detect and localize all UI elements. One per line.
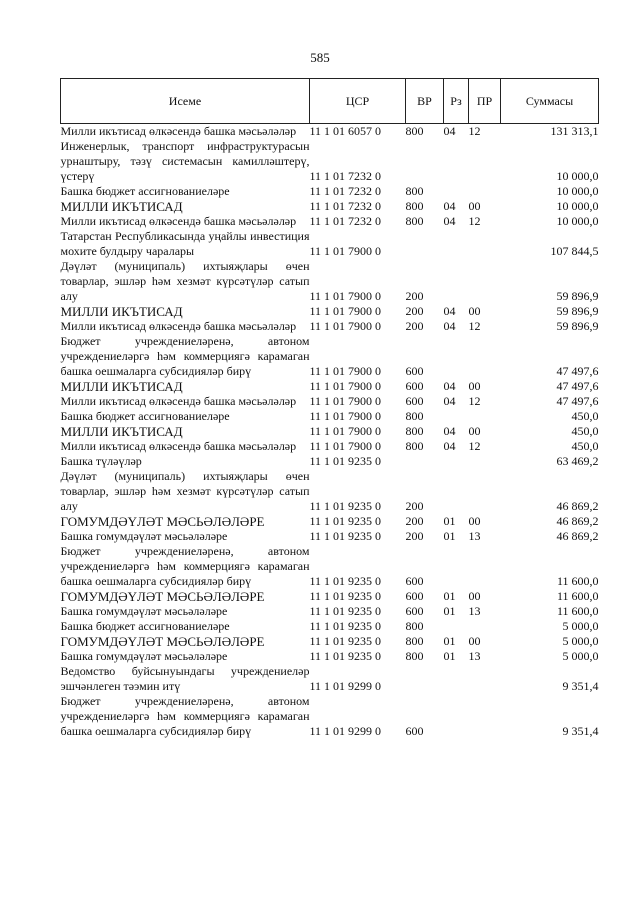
cell-name [61,319,310,334]
cell-name [61,439,310,454]
cell-vr: 800 [405,439,424,453]
item-name: Башка түләүләр [60,454,142,468]
cell-name [61,394,310,409]
table-row [61,589,599,604]
table-row [61,409,599,424]
cell-pr: 12 [468,439,481,453]
cell-code: 11 1 01 9235 0 [309,649,382,663]
page-number: 585 [310,50,330,65]
budget-table [60,78,599,739]
cell-rz: 04 [443,439,456,453]
cell-code: 11 1 01 9299 0 [309,679,382,693]
cell-rz: 04 [443,199,456,213]
item-name: Милли икътисад өлкәсендә башка мәсьәләләр [60,394,297,408]
item-name: МИЛЛИ ИКЪТИСАД [60,379,183,394]
item-name: Дәүләт (муниципаль) ихтыяҗлары өчен товарлар, эшләр һәм хезмәт күрсәтүләр сатып алу [60,259,310,303]
cell-code: 11 1 01 7900 0 [309,319,382,333]
cell-code: 11 1 01 9235 0 [309,514,382,528]
cell-sum: 11 600,0 [556,589,599,603]
cell-vr: 800 [405,199,424,213]
cell-name [61,529,310,544]
cell-sum: 59 896,9 [556,319,599,333]
cell-rz [444,544,469,589]
table-header-row [61,79,599,124]
table-row [61,259,599,304]
cell-pr [469,259,501,304]
item-name: МИЛЛИ ИКЪТИСАД [60,424,183,439]
cell-pr: 12 [468,214,481,228]
cell-vr: 200 [405,319,424,333]
table-row [61,514,599,529]
table-row [61,184,599,199]
cell-name [61,649,310,664]
table-row [61,214,599,229]
cell-name [61,514,310,529]
cell-pr [469,664,501,694]
cell-rz [444,184,469,199]
cell-name [61,334,310,379]
cell-name [61,604,310,619]
item-name: Башка гомумдәүләт мәсьәләләре [60,604,228,618]
item-name: Бюджет учреждениеләренә, автоном учреждениеләргә һәм коммерциягә карамаган башка оешмаларга субсидияләр бирү [60,544,310,588]
table-row [61,619,599,634]
cell-vr: 600 [405,724,424,738]
cell-code: 11 1 01 7900 0 [309,424,382,438]
table-row [61,334,599,379]
cell-rz: 01 [443,529,456,543]
cell-name [61,409,310,424]
item-name: Милли икътисад өлкәсендә башка мәсьәләләр [60,124,297,138]
cell-pr [469,454,501,469]
cell-sum: 47 497,6 [556,394,599,408]
cell-vr: 800 [405,649,424,663]
cell-name [61,259,310,304]
cell-pr: 00 [468,304,481,318]
cell-name [61,634,310,649]
cell-code: 11 1 01 7900 0 [309,364,382,378]
cell-rz [444,139,469,184]
item-name: Дәүләт (муниципаль) ихтыяҗлары өчен товарлар, эшләр һәм хезмәт күрсәтүләр сатып алу [60,469,310,513]
cell-sum: 46 869,2 [556,529,599,543]
cell-vr: 800 [405,634,424,648]
cell-sum: 5 000,0 [562,649,599,663]
cell-code: 11 1 01 7232 0 [309,169,382,183]
cell-name [61,589,310,604]
cell-vr: 600 [405,379,424,393]
item-name: ГОМУМДӘҮЛӘТ МӘСЬӘЛӘЛӘРЕ [60,514,265,529]
table-row [61,454,599,469]
cell-name [61,229,310,259]
cell-rz [444,334,469,379]
cell-rz: 04 [443,304,456,318]
cell-pr: 00 [468,514,481,528]
cell-rz [444,259,469,304]
cell-vr: 200 [405,304,424,318]
header-pr: ПР [469,79,501,124]
cell-pr: 13 [468,649,481,663]
table-row [61,304,599,319]
cell-sum: 5 000,0 [562,619,599,633]
cell-code: 11 1 01 9235 0 [309,454,382,468]
cell-rz [444,409,469,424]
cell-vr: 600 [405,574,424,588]
cell-pr [469,694,501,739]
cell-sum: 11 600,0 [556,574,599,588]
cell-rz: 01 [443,589,456,603]
cell-pr [469,139,501,184]
cell-vr: 600 [405,604,424,618]
cell-sum: 5 000,0 [562,634,599,648]
cell-rz [444,664,469,694]
item-name: Башка гомумдәүләт мәсьәләләре [60,529,228,543]
header-vr: ВР [406,79,444,124]
cell-sum: 63 469,2 [556,454,599,468]
table-row [61,604,599,619]
table-row [61,544,599,589]
cell-pr [469,619,501,634]
cell-vr: 800 [405,184,424,198]
cell-vr: 800 [405,619,424,633]
cell-rz: 01 [443,604,456,618]
table-row [61,469,599,514]
item-name: Инженерлык, транспорт инфраструктурасын урнаштыру, тәзү системасын камилләштерү, үстерү [60,139,310,183]
cell-sum: 47 497,6 [556,364,599,378]
cell-pr: 13 [468,529,481,543]
cell-vr: 600 [405,589,424,603]
header-name: Исеме [61,79,310,124]
cell-code: 11 1 01 9235 0 [309,634,382,648]
cell-rz: 01 [443,634,456,648]
cell-code: 11 1 01 9235 0 [309,619,382,633]
cell-pr: 12 [468,394,481,408]
cell-rz: 04 [443,379,456,393]
cell-name [61,304,310,319]
cell-pr [469,334,501,379]
item-name: Бюджет учреждениеләренә, автоном учреждениеләргә һәм коммерциягә карамаган башка оешмаларга субсидияләр бирү [60,334,310,378]
cell-vr: 200 [405,289,424,303]
cell-name [61,424,310,439]
table-row [61,199,599,214]
cell-pr [469,229,501,259]
cell-rz: 01 [443,649,456,663]
cell-rz [444,229,469,259]
item-name: Милли икътисад өлкәсендә башка мәсьәләләр [60,319,297,333]
table-row [61,319,599,334]
cell-sum: 131 313,1 [550,124,599,138]
cell-name [61,619,310,634]
cell-pr [469,544,501,589]
cell-pr: 13 [468,604,481,618]
cell-vr [406,229,444,259]
cell-rz [444,454,469,469]
cell-code: 11 1 01 7900 0 [309,409,382,423]
cell-vr [406,139,444,184]
table-row [61,379,599,394]
item-name: Башка гомумдәүләт мәсьәләләре [60,649,228,663]
item-name: Башка бюджет ассигнованиеләре [60,409,230,423]
item-name: Милли икътисад өлкәсендә башка мәсьәләләр [60,439,297,453]
cell-vr: 800 [405,124,424,138]
cell-name [61,664,310,694]
cell-name [61,214,310,229]
item-name: ГОМУМДӘҮЛӘТ МӘСЬӘЛӘЛӘРЕ [60,634,265,649]
cell-name [61,544,310,589]
table-row [61,424,599,439]
cell-sum: 59 896,9 [556,304,599,318]
cell-name [61,469,310,514]
cell-pr [469,469,501,514]
item-name: Бюджет учреждениеләренә, автоном учреждениеләргә һәм коммерциягә карамаган башка оешмаларга субсидияләр бирү [60,694,310,738]
cell-sum: 10 000,0 [556,199,599,213]
cell-sum: 10 000,0 [556,169,599,183]
cell-vr: 800 [405,409,424,423]
cell-pr [469,409,501,424]
cell-pr: 12 [468,319,481,333]
cell-sum: 107 844,5 [550,244,599,258]
cell-rz: 01 [443,514,456,528]
cell-code: 11 1 01 7232 0 [309,214,382,228]
item-name: Милли икътисад өлкәсендә башка мәсьәләләр [60,214,297,228]
header-sum: Суммасы [501,79,599,124]
cell-code: 11 1 01 7232 0 [309,199,382,213]
cell-vr: 200 [405,499,424,513]
cell-sum: 47 497,6 [556,379,599,393]
cell-code: 11 1 01 7900 0 [309,244,382,258]
item-name: Башка бюджет ассигнованиеләре [60,184,230,198]
cell-code: 11 1 01 7900 0 [309,289,382,303]
cell-pr: 00 [468,634,481,648]
table-row [61,439,599,454]
cell-code: 11 1 01 7232 0 [309,184,382,198]
cell-rz: 04 [443,319,456,333]
cell-code: 11 1 01 6057 0 [309,124,382,138]
cell-pr: 00 [468,199,481,213]
table-row [61,529,599,544]
cell-rz: 04 [443,424,456,438]
cell-rz [444,694,469,739]
table-row [61,139,599,184]
cell-code: 11 1 01 7900 0 [309,379,382,393]
cell-sum: 46 869,2 [556,499,599,513]
cell-name [61,694,310,739]
table-row [61,229,599,259]
cell-rz: 04 [443,124,456,138]
cell-vr: 600 [405,394,424,408]
table-body [61,124,599,740]
cell-vr: 800 [405,214,424,228]
table-row [61,124,599,140]
item-name: МИЛЛИ ИКЪТИСАД [60,199,183,214]
cell-sum: 450,0 [571,439,599,453]
item-name: Башка бюджет ассигнованиеләре [60,619,230,633]
cell-pr: 00 [468,589,481,603]
cell-pr: 00 [468,379,481,393]
cell-code: 11 1 01 9235 0 [309,529,382,543]
cell-sum: 9 351,4 [562,724,599,738]
cell-vr: 200 [405,529,424,543]
cell-sum: 450,0 [571,409,599,423]
item-name: Татарстан Республикасында уңайлы инвестиция мохите булдыру чаралары [60,229,310,258]
cell-code: 11 1 01 7900 0 [309,304,382,318]
cell-rz: 04 [443,394,456,408]
cell-sum: 10 000,0 [556,214,599,228]
cell-sum: 11 600,0 [556,604,599,618]
cell-pr: 00 [468,424,481,438]
cell-code: 11 1 01 9235 0 [309,604,382,618]
cell-name [61,379,310,394]
cell-vr: 200 [405,514,424,528]
cell-vr: 800 [405,424,424,438]
cell-name [61,454,310,469]
cell-sum: 10 000,0 [556,184,599,198]
cell-vr [406,664,444,694]
cell-code: 11 1 01 9299 0 [309,724,382,738]
header-code: ЦСР [310,79,406,124]
cell-name [61,184,310,199]
cell-code: 11 1 01 7900 0 [309,439,382,453]
cell-pr: 12 [468,124,481,138]
cell-sum: 46 869,2 [556,514,599,528]
header-rz: Рз [444,79,469,124]
cell-code: 11 1 01 9235 0 [309,589,382,603]
cell-name [61,199,310,214]
cell-name [61,124,310,140]
item-name: МИЛЛИ ИКЪТИСАД [60,304,183,319]
cell-code: 11 1 01 7900 0 [309,394,382,408]
cell-sum: 9 351,4 [562,679,599,693]
table-row [61,694,599,739]
item-name: ГОМУМДӘҮЛӘТ МӘСЬӘЛӘЛӘРЕ [60,589,265,604]
cell-name [61,139,310,184]
item-name: Ведомство буйсынуындагы учреждениеләр эшчәнлеген тәэмин итү [60,664,310,693]
cell-pr [469,184,501,199]
cell-code: 11 1 01 9235 0 [309,574,382,588]
cell-rz: 04 [443,214,456,228]
cell-rz [444,619,469,634]
table-row [61,649,599,664]
table-row [61,634,599,649]
table-row [61,394,599,409]
cell-sum: 450,0 [571,424,599,438]
cell-sum: 59 896,9 [556,289,599,303]
cell-rz [444,469,469,514]
table-row [61,664,599,694]
cell-code: 11 1 01 9235 0 [309,499,382,513]
cell-vr [406,454,444,469]
cell-vr: 600 [405,364,424,378]
